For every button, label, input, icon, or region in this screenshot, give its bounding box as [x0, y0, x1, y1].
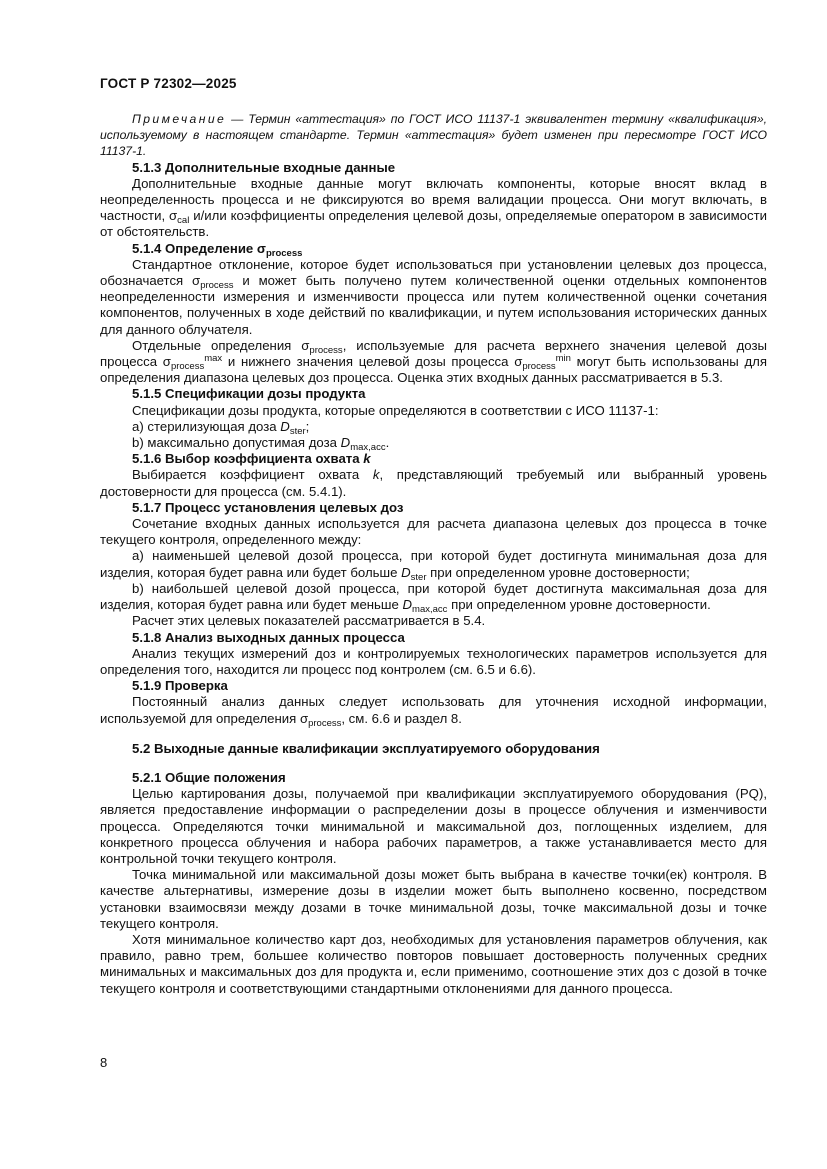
section-5-1-7-paragraph-2: Расчет этих целевых показателей рассматривается в 5.4.	[132, 613, 486, 629]
section-5-2-1-paragraph-2: Точка минимальной или максимальной дозы может быть выбрана в качестве точки(ек) контроля. В качестве альтернативы, измерение дозы в изделии может быть выполнено косвенно, посредством установки взаимосвязи между дозами в точке минимальной дозы, точке максимальной дозы и точке текущего контроля.	[100, 867, 767, 931]
section-5-1-4-title: 5.1.4 Определение $\sigma_{process}$	[132, 240, 303, 259]
section-5-1-9-title: 5.1.9 Проверка	[132, 678, 228, 694]
note-paragraph	[100, 111, 767, 160]
section-5-1-3-paragraph: Дополнительные входные данные могут включать компоненты, которые вносят вклад в неопределенность процесса и не фиксируются во время валидации процесса. Они могут включать, в частности, $\sigma_{cal}$ и/или коэффициенты определения целевой дозы, определяемые оператором в зависимости от обстоятельств.	[100, 175, 767, 240]
section-5-1-8-paragraph: Анализ текущих измерений доз и контролируемых технологических параметров используется для определения того, находится ли процесс под контролем (см. 6.5 и 6.6).	[100, 645, 767, 677]
section-5-2-1-title: 5.2.1 Общие положения	[132, 769, 286, 785]
section-5-1-5-item-a: а) стерилизующая доза $D_{ster}$;	[132, 418, 310, 437]
page-number: 8	[100, 1055, 108, 1070]
section-5-1-7-item-a: а) наименьшей целевой дозой процесса, при которой будет достигнута минимальная доза для изделия, которая будет равна или будет больше $D_{ster}$ при определенном уровне достоверности;	[100, 548, 767, 583]
section-5-1-4-paragraph-1: Стандартное отклонение, которое будет использоваться при установлении целевых доз процесса, обозначается $\sigma_{process}$ и может быть получено путем количественной оценки отдельных компонентов неопределенности измерения и изменчивости процесса или путем количественной оценки сочетания компонентов, полученных в ходе действий по квалификации, и путем использования исторических данных для данного облучателя.	[100, 256, 767, 337]
document-header: ГОСТ Р 72302—2025	[100, 76, 237, 91]
section-5-1-9-paragraph: Постоянный анализ данных следует использовать для уточнения исходной информации, используемой для определения $\sigma_{process}$, см. 6.6 и раздел 8.	[100, 694, 767, 729]
section-5-1-5-title: 5.1.5 Спецификации дозы продукта	[132, 386, 366, 402]
section-5-2-1-paragraph-3: Хотя минимальное количество карт доз, необходимых для установления параметров облучения, как правило, равно трем, большее количество повторов повышает достоверность полученных средних минимальных и максимальных доз для продукта и, если применимо, соотношение этих доз с дозой в точке текущего контроля и соответствующими стандартными отклонениями для данного процесса.	[100, 931, 767, 996]
section-5-1-3-title: 5.1.3 Дополнительные входные данные	[132, 159, 396, 175]
section-5-2-1-paragraph-1: Целью картирования дозы, получаемой при квалификации эксплуатируемого оборудования (PQ), является предоставление информации о распределении дозы в процессе облучения и изменчивости процесса. Определяются точки минимальной и максимальной доз, поглощенных изделием, для конкретного процесса облучения и набора рабочих параметров, а также устанавливается место для контрольной точки текущего контроля.	[100, 786, 767, 866]
document-body	[100, 111, 767, 997]
section-5-2-title: 5.2 Выходные данные квалификации эксплуатируемого оборудования	[132, 740, 600, 756]
note-label: Примечание	[132, 112, 227, 126]
section-5-1-7-title: 5.1.7 Процесс установления целевых доз	[132, 499, 404, 515]
note-text: — Термин «аттестация» по ГОСТ ИСО 11137-1 эквивалентен термину «квалификация», используемому в настоящем стандарте. Термин «аттестация» будет изменен при пересмотре ГОСТ ИСО 11137-1.	[100, 112, 767, 159]
section-5-1-4-paragraph-2: Отдельные определения $\sigma_{process}$, используемые для расчета верхнего значения целевой дозы процесса $\sigma_{process}^{max}$ и нижнего значения целевой дозы процесса $\sigma_{process}^{min}$ могут быть использованы для определения диапазона целевых доз процесса. Оценка этих входных данных рассматривается в 5.3.	[100, 337, 768, 386]
section-5-1-6-paragraph: Выбирается коэффициент охвата k, представляющий требуемый или выбранный уровень достоверности для процесса (см. 5.4.1).	[100, 467, 767, 499]
section-5-1-8-title: 5.1.8 Анализ выходных данных процесса	[132, 629, 405, 645]
section-5-1-5-item-b: b) максимально допустимая доза $D_{max,acc}$.	[132, 435, 390, 454]
section-5-1-7-item-b: b) наибольшей целевой дозой процесса, при которой будет достигнута максимальная доза для изделия, которая будет равна или будет меньше $D_{max,acc}$ при определенном уровне достоверности.	[100, 580, 767, 616]
section-5-1-7-paragraph-1: Сочетание входных данных используется для расчета диапазона целевых доз процесса в точке текущего контроля, определенного между:	[100, 516, 767, 548]
section-5-1-5-paragraph: Спецификации дозы продукта, которые определяются в соответствии с ИСО 11137-1:	[132, 402, 659, 418]
section-5-1-6-title: 5.1.6 Выбор коэффициента охвата k	[132, 451, 371, 467]
